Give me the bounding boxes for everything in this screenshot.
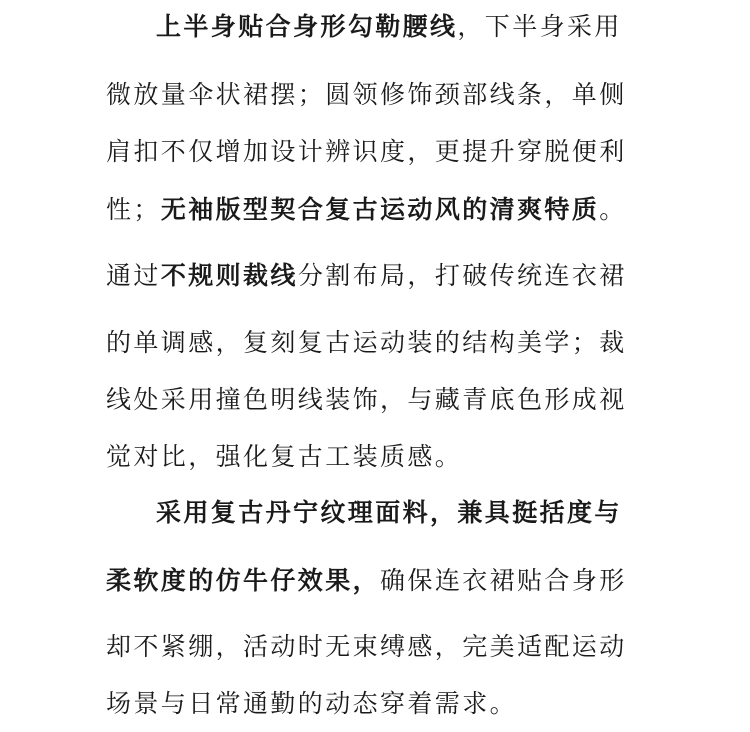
text-run: 不规则裁线 [160, 261, 298, 290]
paragraph-2-line-3 [106, 382, 666, 418]
text-run: 线处采用撞色明线装饰，与藏青底色形成视 [106, 385, 627, 414]
paragraph-3-line-3 [106, 629, 666, 665]
text-run: 通过 [106, 261, 161, 290]
text-run: 微放量伞状裙摆；圆领修饰颈部线条，单侧 [106, 80, 627, 109]
text-run: 确保连衣裙贴合身形 [380, 566, 627, 595]
text-run: 柔软度的仿牛仔效果， [106, 566, 381, 595]
text-run: 。 [599, 195, 627, 224]
text-run: 采用复古丹宁纹理面料，兼具挺括度与 [156, 498, 622, 527]
text-run: 场景与日常通勤的动态穿着需求。 [106, 689, 518, 718]
text-run: ，下半身采用 [457, 12, 622, 41]
text-run: 却不紧绷，活动时无束缚感，完美适配运动 [106, 632, 627, 661]
paragraph-2-line-4 [106, 439, 666, 475]
paragraph-1-line-4 [106, 192, 666, 228]
paragraph-3-line-4 [106, 686, 666, 722]
text-run: 性； [106, 195, 161, 224]
paragraph-1-line-3 [106, 134, 666, 170]
text-run: 无袖版型契合复古运动风的清爽特质 [160, 195, 600, 224]
text-run: 的单调感，复刻复古运动装的结构美学；裁 [106, 328, 627, 357]
paragraph-3-line-1 [156, 495, 716, 531]
text-run: 觉对比，强化复古工装质感。 [106, 442, 463, 471]
paragraph-2-line-1 [106, 258, 666, 294]
paragraph-1-line-2 [106, 77, 666, 113]
text-run: 上半身贴合身形勾勒腰线 [156, 12, 458, 41]
paragraph-2-line-2 [106, 325, 666, 361]
paragraph-1-line-1 [156, 9, 716, 45]
paragraph-3-line-2 [106, 563, 666, 599]
text-run: 分割布局，打破传统连衣裙 [297, 261, 627, 290]
text-run: 肩扣不仅增加设计辨识度，更提升穿脱便利 [106, 137, 627, 166]
